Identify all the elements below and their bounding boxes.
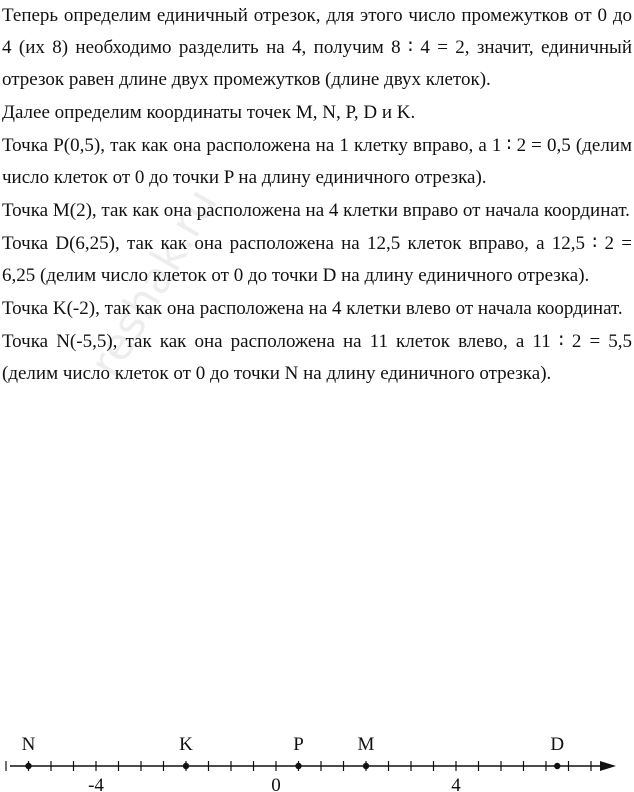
number-line-svg bbox=[0, 725, 634, 792]
paragraph-point-d: Точка D(6,25), так как она расположена на 12,5 клеток вправо, а 12,5 ∶ 2 = 6,25 (делим число клеток от 0 до точки D на длину единичного отрезка). bbox=[2, 233, 632, 286]
point-label-m: M bbox=[357, 734, 375, 755]
number-line bbox=[0, 725, 634, 792]
point-marker-d bbox=[554, 763, 560, 769]
point-marker-k bbox=[183, 763, 189, 769]
point-label-p: P bbox=[293, 734, 304, 755]
tick-label: 4 bbox=[451, 775, 461, 792]
point-label-n: N bbox=[21, 734, 36, 755]
point-marker-m bbox=[363, 763, 369, 769]
tick-label: -4 bbox=[88, 775, 104, 792]
watermark: reshak.ru bbox=[80, 180, 228, 386]
paragraph-unit-segment: Теперь определим единичный отрезок, для этого число промежутков от 0 до 4 (их 8) необходимо разделить на 4, получим 8 ∶ 4 = 2, значит, единичный отрезок равен длине двух промежутков (длине двух клеток). bbox=[2, 5, 632, 90]
paragraph-intro-points: Далее определим координаты точек M, N, P, D и K. bbox=[2, 102, 416, 123]
point-label-k: K bbox=[179, 734, 193, 755]
paragraph-point-k: Точка K(-2), так как она расположена на 4 клетки влево от начала координат. bbox=[2, 298, 623, 319]
point-marker-n bbox=[25, 763, 31, 769]
point-marker-p bbox=[295, 763, 301, 769]
paragraph-point-p: Точка P(0,5), так как она расположена на 1 клетку вправо, а 1 ∶ 2 = 0,5 (делим число клеток от 0 до точки P на длину единичного отрезка). bbox=[2, 135, 632, 188]
tick-label: 0 bbox=[271, 775, 281, 792]
axis-arrow-icon bbox=[600, 761, 616, 771]
paragraph-point-m: Точка M(2), так как она расположена на 4 клетки вправо от начала координат. bbox=[2, 200, 630, 221]
point-label-d: D bbox=[550, 734, 565, 755]
paragraph-point-n: Точка N(-5,5), так как она расположена на 11 клеток влево, а 11 ∶ 2 = 5,5 (делим число клеток от 0 до точки N на длину единичного отрезка). bbox=[2, 331, 632, 384]
